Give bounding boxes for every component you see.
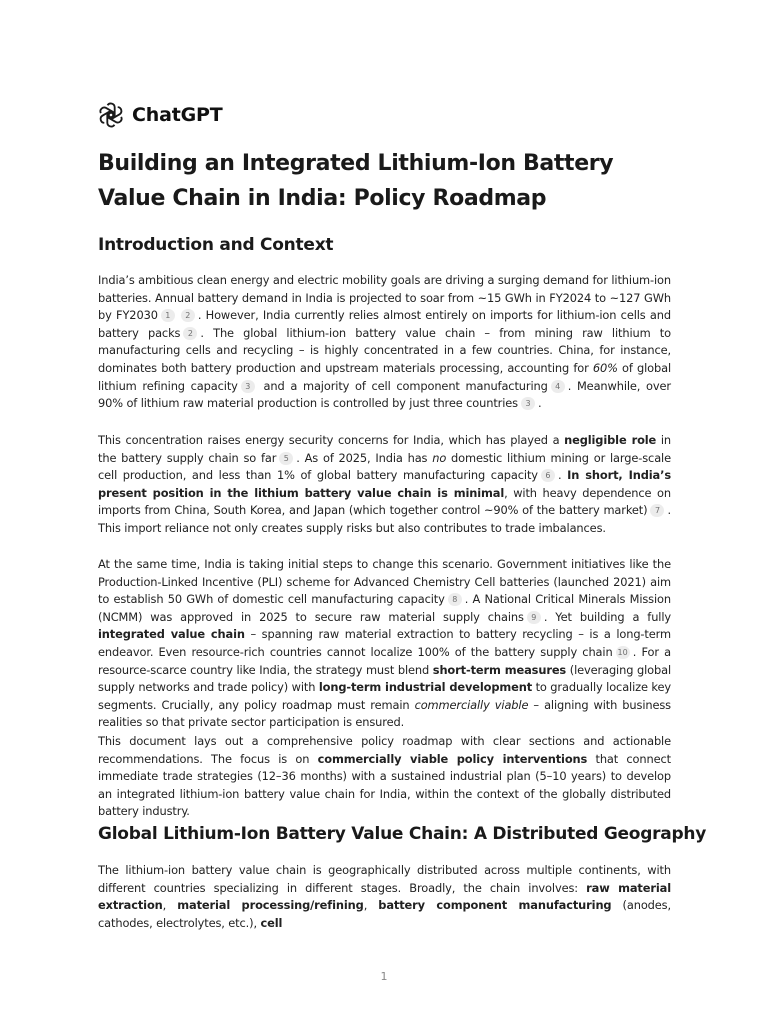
- citation-badge[interactable]: 10: [617, 647, 628, 657]
- italic-text: 60%: [592, 360, 618, 375]
- openai-logo-icon: [98, 102, 124, 128]
- bold-text: cell: [260, 915, 283, 930]
- citation-badge[interactable]: 1: [161, 309, 175, 322]
- citation-badge[interactable]: 6: [541, 469, 555, 482]
- italic-text: no: [432, 450, 447, 465]
- bold-text: In short, India’s present position in the lithium battery value chain is minimal: [98, 468, 671, 500]
- bold-text: short-term measures: [432, 662, 567, 677]
- bold-text: battery component manufacturing: [378, 898, 612, 913]
- citation-badge[interactable]: 2: [183, 327, 197, 340]
- citation-badge[interactable]: 3: [241, 380, 255, 393]
- document-title: Building an Integrated Lithium-Ion Battery Value Chain in India: Policy Roadmap: [98, 151, 614, 211]
- page-number: 1: [380, 970, 388, 983]
- bold-text: long-term industrial development: [318, 680, 533, 695]
- bold-text: raw material extraction: [98, 880, 671, 913]
- bold-text: material processing/refining: [177, 898, 364, 913]
- citation-badge[interactable]: 9: [527, 611, 541, 624]
- citation-badge[interactable]: 2: [181, 309, 195, 322]
- section-heading-introduction: Introduction and Context: [98, 235, 334, 255]
- paragraph: India’s ambitious clean energy and electric mobility goals are driving a surging demand for lithium-ion batteries. Annual battery demand in India is projected to soar from ~15 GWh in FY2024 to ~127 GWh by FY2030 1 2 . However, India currently relies almost entirely on imports for lithium-ion cells and battery packs 2 . The global lithium-ion battery value chain – from mining raw lithium to manufacturing cells and recycling – is highly concentrated in a few countries. China, for instance, dominates both battery production and upstream materials processing, accounting for 60% of global lithium refining capacity 3 and a majority of cell component manufacturing 4 . Meanwhile, over 90% of lithium raw material production is controlled by just three countries 3 .: [98, 273, 672, 411]
- brand-header: [98, 100, 222, 130]
- citation-badge[interactable]: 7: [650, 504, 664, 517]
- paragraph: This concentration raises energy security concerns for India, which has played a negligible role in the battery supply chain so far 5 . As of 2025, India has no domestic lithium mining or large-scale cell production, and less than 1% of global battery manufacturing capacity 6 . In short, India’s present position in the lithium battery value chain is minimal, with heavy dependence on imports from China, South Korea, and Japan (which together control ~90% of the battery market) 7 . This import reliance not only creates supply risks but also contributes to trade imbalances.: [98, 433, 671, 535]
- paragraph: At the same time, India is taking initial steps to change this scenario. Government initiatives like the Production-Linked Incentive (PLI) scheme for Advanced Chemistry Cell batteries (launched 2021) aim to establish 50 GWh of domestic cell manufacturing capacity 8 . A National Critical Minerals Mission (NCMM) was approved in 2025 to secure raw material supply chains 9 . Yet building a fully integrated value chain – spanning raw material extraction to battery recycling – is a long-term endeavor. Even resource-rich countries cannot localize 100% of the battery supply chain 10 . For a resource-scarce country like India, the strategy must blend short-term measures (leveraging global supply networks and trade policy) with long-term industrial development to gradually localize key segments. Crucially, any policy roadmap must remain commercially viable – aligning with business realities so that private sector participation is ensured.: [98, 557, 672, 730]
- paragraph: This document lays out a comprehensive policy roadmap with clear sections and actionable recommendations. The focus is on commercially viable policy interventions that connect immediate trade strategies (12–36 months) with a sustained industrial plan (5–10 years) to develop an integrated lithium-ion battery value chain for India, within the context of the globally distributed battery industry.: [98, 734, 671, 819]
- brand-name: ChatGPT: [132, 104, 223, 126]
- bold-text: commercially viable policy interventions: [317, 751, 588, 766]
- bold-text: negligible role: [564, 433, 657, 447]
- citation-badge[interactable]: 5: [279, 452, 293, 465]
- bold-text: integrated value chain: [98, 627, 245, 642]
- citation-badge[interactable]: 4: [551, 380, 565, 393]
- section-heading-global-value-chain: Global Lithium-Ion Battery Value Chain: A Distributed Geography: [98, 824, 707, 844]
- citation-badge[interactable]: 8: [448, 593, 462, 606]
- citation-badge[interactable]: 3: [521, 397, 535, 410]
- italic-text: commercially viable: [414, 697, 529, 712]
- paragraph: The lithium-ion battery value chain is geographically distributed across multiple continents, with different countries specializing in different stages. Broadly, the chain involves: raw material extraction, material processing/refining, battery component manufacturing (anodes, cathodes, electrolytes, etc.), cell: [98, 863, 671, 930]
